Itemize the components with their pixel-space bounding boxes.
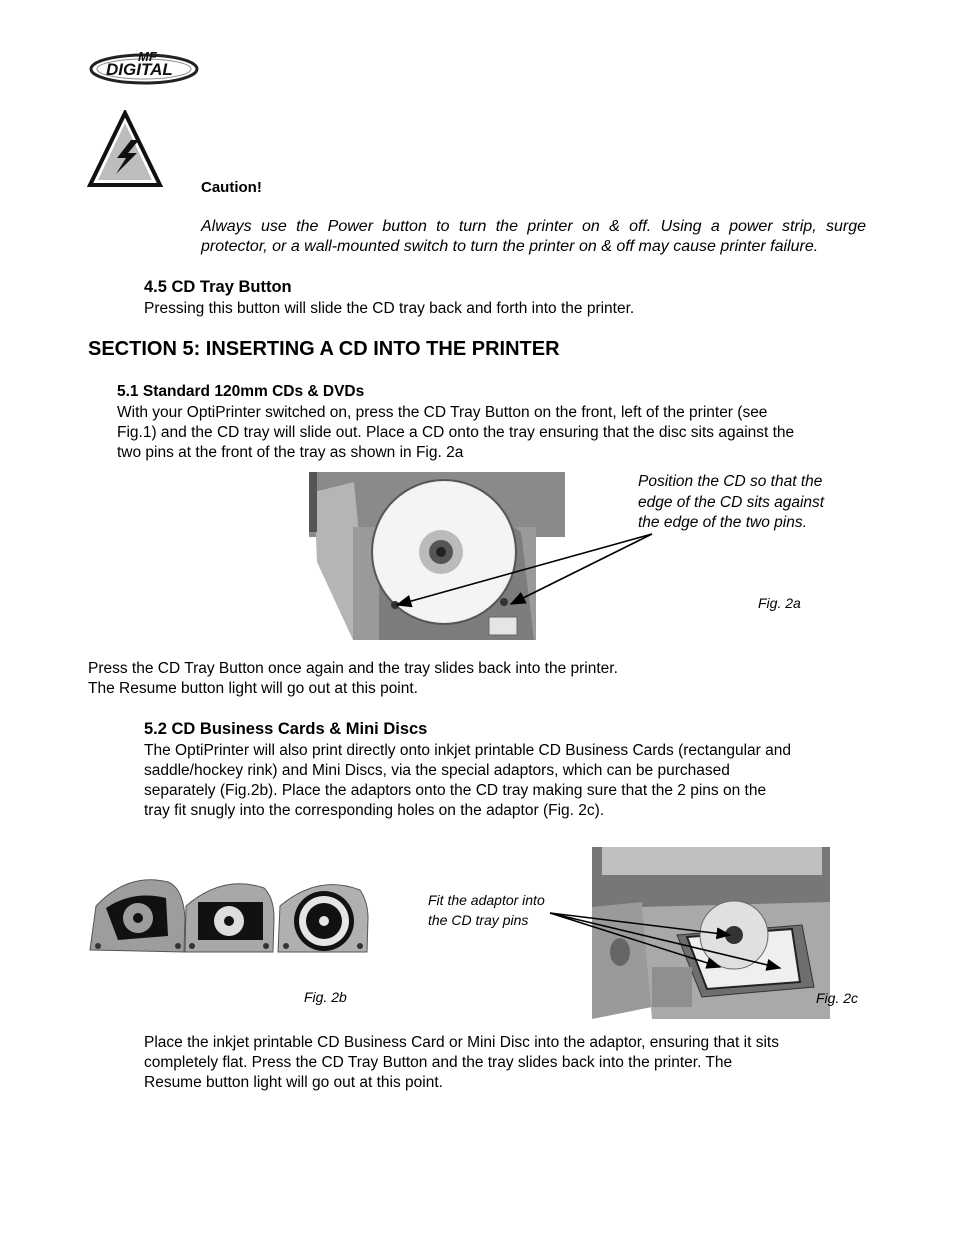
fig-2a-caption: Fig. 2a — [758, 595, 801, 611]
logo-digital-text: DIGITAL — [106, 60, 173, 79]
warning-lightning-icon — [87, 110, 163, 188]
text-line: saddle/hockey rink) and Mini Discs, via the special adaptors, which can be purchased — [144, 762, 730, 779]
caution-title: Caution! — [201, 179, 262, 196]
fig-2c-arrows — [545, 905, 795, 975]
text-line: completely flat. Press the CD Tray Button and the tray slides back into the printer. The — [144, 1054, 733, 1071]
fig-2c-note — [428, 891, 545, 930]
text-line: With your OptiPrinter switched on, press the CD Tray Button on the front, left of the printer (see — [117, 404, 768, 421]
note-line: the CD tray pins — [428, 911, 529, 928]
text-line: Place the inkjet printable CD Business Card or Mini Disc into the adaptor, ensuring that it sits — [144, 1034, 779, 1051]
text-line: The OptiPrinter will also print directly onto inkjet printable CD Business Cards (rectangular and — [144, 742, 791, 759]
mf-digital-logo — [88, 44, 200, 86]
fig-2b-caption: Fig. 2b — [304, 989, 347, 1005]
fig-2a-note — [638, 472, 878, 534]
text-line: separately (Fig.2b). Place the adaptors onto the CD tray making sure that the 2 pins on the — [144, 782, 767, 799]
note-line: edge of the CD sits against — [638, 493, 825, 511]
caution-text — [201, 217, 866, 257]
caution-line: Always use the Power button to turn the printer on & off. Using a power strip, surge — [201, 218, 866, 235]
note-line: Fit the adaptor into — [428, 892, 545, 908]
fig-2a-arrows — [380, 528, 670, 613]
fig-2c-caption: Fig. 2c — [816, 990, 859, 1006]
final-paragraph — [144, 1033, 874, 1093]
after-text-line: The Resume button light will go out at this point. — [88, 680, 418, 697]
text-line: two pins at the front of the tray as shown in Fig. 2a — [117, 444, 464, 461]
text-line: tray fit snugly into the corresponding holes on the adaptor (Fig. 2c). — [144, 802, 605, 819]
after-text-line: Press the CD Tray Button once again and the tray slides back into the printer. — [88, 660, 618, 677]
text-line: Fig.1) and the CD tray will slide out. Place a CD onto the tray ensuring that the disc sits against the — [117, 424, 795, 441]
text-line: Resume button light will go out at this point. — [144, 1074, 443, 1091]
section-4-5-text: Pressing this button will slide the CD tray back and forth into the printer. — [144, 300, 635, 317]
section-5-heading: SECTION 5: INSERTING A CD INTO THE PRINTER — [88, 338, 560, 360]
section-5-2-text — [144, 741, 874, 821]
section-5-2-heading: 5.2 CD Business Cards & Mini Discs — [144, 720, 428, 738]
caution-line: protector, or a wall-mounted switch to turn the printer on & off may cause printer failure. — [201, 238, 819, 255]
adaptors-photo — [88, 878, 370, 956]
logo-mf-text: MF — [138, 49, 157, 64]
note-line: the edge of the two pins. — [638, 514, 807, 531]
section-5-1-text — [117, 403, 877, 463]
section-5-1-heading: 5.1 Standard 120mm CDs & DVDs — [117, 383, 365, 400]
section-4-5-heading: 4.5 CD Tray Button — [144, 278, 292, 296]
note-line: Position the CD so that the — [638, 473, 823, 490]
